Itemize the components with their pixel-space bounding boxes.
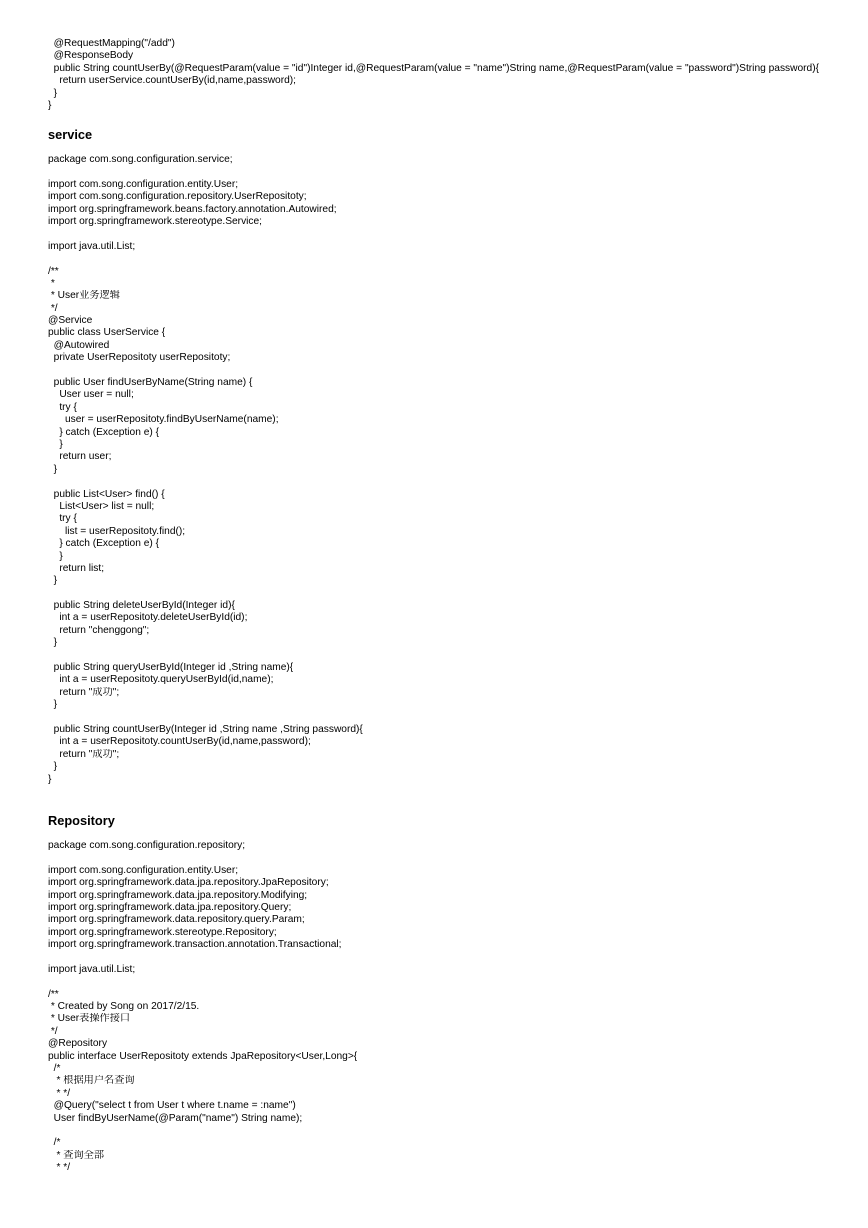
code-line: } <box>48 87 58 99</box>
code-line: return "成功"; <box>48 748 120 760</box>
code-line: /* <box>48 1063 61 1075</box>
code-line: * <box>48 277 55 289</box>
code-line: return user; <box>48 451 112 463</box>
code-line: package com.song.configuration.repository; <box>48 840 246 851</box>
code-line: * 查询全部 <box>48 1149 105 1161</box>
code-line: return "成功"; <box>48 686 120 698</box>
code-line: * */ <box>48 1087 71 1099</box>
code-line <box>48 253 856 265</box>
code-line <box>48 852 856 864</box>
code-line: package com.song.configuration.service; <box>48 154 233 165</box>
code-line: import com.song.configuration.repository.UserRepositoty; <box>48 191 307 203</box>
code-line <box>48 1125 856 1137</box>
code-line: public String deleteUserById(Integer id){ <box>48 600 235 612</box>
code-line <box>48 976 856 988</box>
code-line: } <box>48 438 63 450</box>
code-line: import org.springframework.beans.factory.annotation.Autowired; <box>48 203 337 215</box>
code-line: import com.song.configuration.entity.User; <box>48 864 239 876</box>
code-line: public User findUserByName(String name) { <box>48 377 253 389</box>
code-line: import org.springframework.stereotype.Repository; <box>48 926 277 938</box>
code-line: public class UserService { <box>48 327 166 339</box>
code-line: try { <box>48 401 77 413</box>
code-line <box>48 476 856 488</box>
code-line: @Autowired <box>48 339 110 351</box>
code-line <box>48 650 856 662</box>
code-line: * 根据用户名查询 <box>48 1075 135 1087</box>
code-line: import org.springframework.data.jpa.repository.Modifying; <box>48 889 308 901</box>
code-line: public interface UserRepositoty extends JpaRepository<User,Long>{ <box>48 1050 358 1062</box>
code-line: } <box>48 99 52 111</box>
code-line: return "chenggong"; <box>48 624 150 636</box>
code-line: list = userRepositoty.find(); <box>48 525 186 537</box>
code-line <box>48 952 856 964</box>
controller-code-tail <box>48 38 856 112</box>
code-line: @Service <box>48 315 93 327</box>
code-line: User user = null; <box>48 389 134 401</box>
code-line: } catch (Exception e) { <box>48 538 159 550</box>
code-line: @ResponseBody <box>48 50 134 62</box>
code-line: User findByUserName(@Param("name") String name); <box>48 1112 303 1124</box>
code-line: * Created by Song on 2017/2/15. <box>48 1001 200 1013</box>
code-line <box>48 365 856 377</box>
code-line: @Query("select t from User t where t.name = :name") <box>48 1100 296 1112</box>
code-line: public List<User> find() { <box>48 488 165 500</box>
code-line: import org.springframework.transaction.annotation.Transactional; <box>48 939 342 951</box>
code-line: * User业务逻辑 <box>48 290 120 302</box>
code-line: } <box>48 463 58 475</box>
code-line <box>48 712 856 724</box>
code-line: } catch (Exception e) { <box>48 426 159 438</box>
code-line: } <box>48 575 58 587</box>
code-line: } <box>48 699 58 711</box>
code-line: import com.song.configuration.entity.User; <box>48 178 239 190</box>
code-line: return userService.countUserBy(id,name,password); <box>48 75 296 87</box>
code-line: } <box>48 773 52 785</box>
code-line: * User表操作接口 <box>48 1013 131 1025</box>
code-line: user = userRepositoty.findByUserName(name); <box>48 414 279 426</box>
code-line: private UserRepositoty userRepositoty; <box>48 352 231 364</box>
code-line: @RequestMapping("/add") <box>48 38 175 49</box>
repository-code-block <box>48 840 856 1175</box>
code-line: /** <box>48 988 59 1000</box>
code-line: import java.util.List; <box>48 963 136 975</box>
code-line: int a = userRepositoty.countUserBy(id,name,password); <box>48 736 311 748</box>
code-line: } <box>48 637 58 649</box>
code-line: } <box>48 550 63 562</box>
code-line: import org.springframework.stereotype.Service; <box>48 215 263 227</box>
code-line: @Repository <box>48 1038 108 1050</box>
code-line <box>48 166 856 178</box>
code-line: int a = userRepositoty.deleteUserById(id); <box>48 612 248 624</box>
code-line: import org.springframework.data.jpa.repository.JpaRepository; <box>48 877 329 889</box>
code-line: int a = userRepositoty.queryUserById(id,name); <box>48 674 274 686</box>
code-line: import java.util.List; <box>48 240 136 252</box>
code-line: import org.springframework.data.repository.query.Param; <box>48 914 305 926</box>
code-line: import org.springframework.data.jpa.repository.Query; <box>48 901 292 913</box>
code-line: /* <box>48 1137 61 1149</box>
code-line <box>48 228 856 240</box>
code-line: */ <box>48 1025 58 1037</box>
code-line: /** <box>48 265 59 277</box>
section-heading-repository: Repository <box>48 813 115 828</box>
code-line: List<User> list = null; <box>48 500 155 512</box>
code-line: public String queryUserById(Integer id ,String name){ <box>48 662 294 674</box>
code-line: } <box>48 761 58 773</box>
code-line: public String countUserBy(Integer id ,String name ,String password){ <box>48 723 363 735</box>
code-line: */ <box>48 302 58 314</box>
code-line: public String countUserBy(@RequestParam(value = "id")Integer id,@RequestParam(value = "name")String name,@RequestParam(value = "password")String password){ <box>48 62 820 74</box>
section-heading-service: service <box>48 127 93 142</box>
code-line <box>48 588 856 600</box>
code-line: try { <box>48 513 77 525</box>
code-line: return list; <box>48 562 105 574</box>
service-code-block <box>48 154 856 786</box>
code-line: * */ <box>48 1162 71 1174</box>
